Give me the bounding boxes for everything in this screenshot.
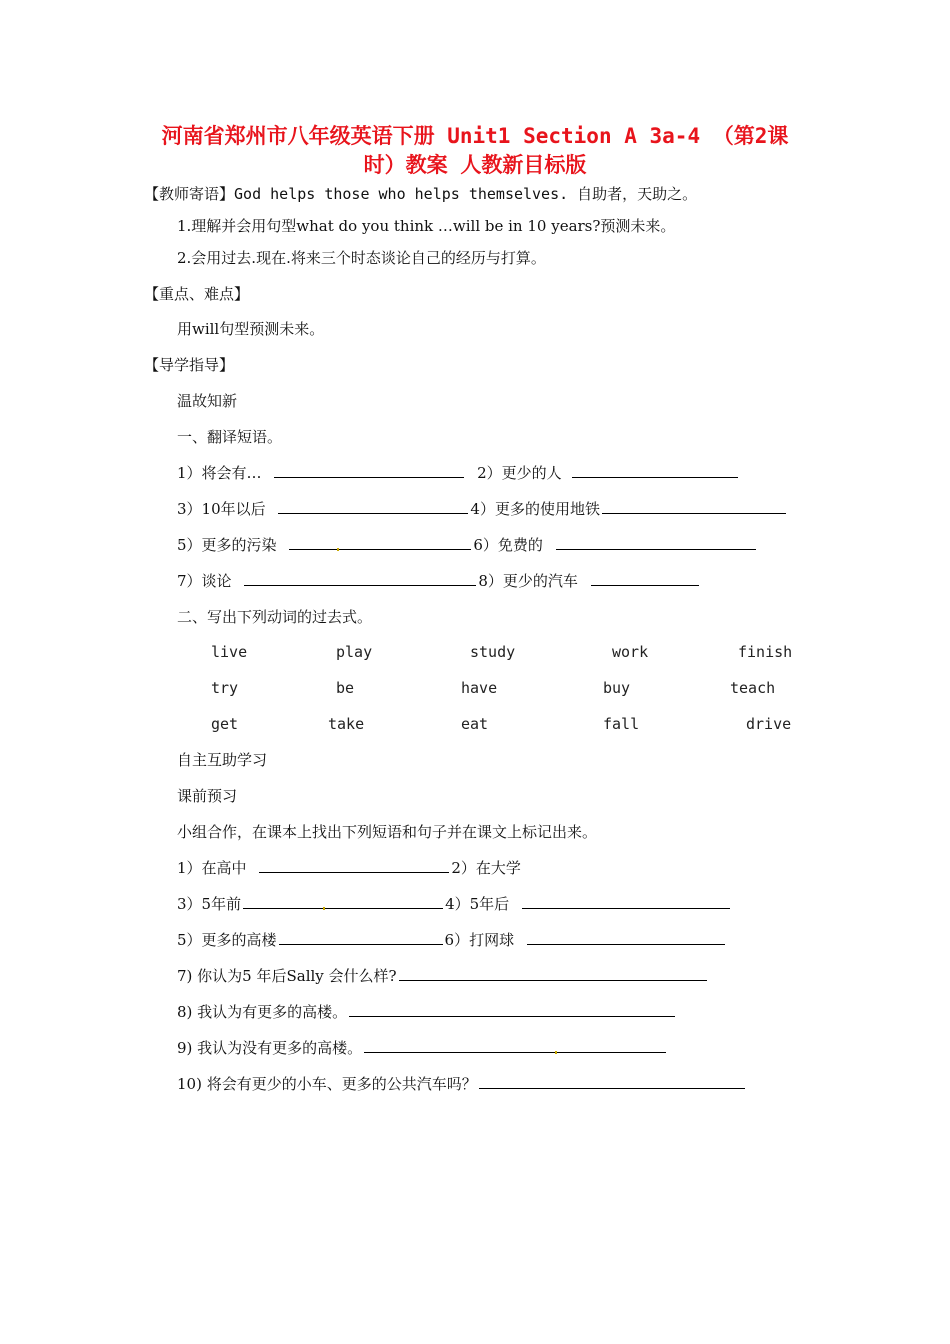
phrase-8: 8）更少的汽车 <box>478 572 578 590</box>
sentence-row-10 <box>177 1074 747 1094</box>
phrase-1: 1）将会有… <box>177 464 262 482</box>
verb-word: get <box>211 715 239 733</box>
verb-word: try <box>211 679 239 697</box>
self-phrase-6: 6）打网球 <box>444 931 515 949</box>
self-phrase-row-3 <box>177 930 727 950</box>
answer-blank-1[interactable] <box>274 463 464 478</box>
sentence-row-9 <box>177 1038 668 1058</box>
answer-blank-2[interactable] <box>572 463 738 478</box>
sentence-9: 9) 我认为没有更多的高楼。 <box>177 1039 363 1057</box>
self-phrase-3: 3）5年前 <box>177 895 242 913</box>
sentence-10: 10) 将会有更少的小车、更多的公共汽车吗？ <box>177 1075 477 1093</box>
phrase-row-4 <box>177 571 701 591</box>
sentence-row-8 <box>177 1002 677 1022</box>
self-phrase-1: 1）在高中 <box>177 859 247 877</box>
self-study-instruction: 小组合作，在课本上找出下列短语和句子并在课文上标记出来。 <box>177 823 598 841</box>
sentence-8: 8) 我认为有更多的高楼。 <box>177 1003 348 1021</box>
sentence-blank-10[interactable] <box>479 1074 745 1089</box>
phrase-row-3 <box>177 535 758 555</box>
phrase-5: 5）更多的污染 <box>177 536 277 554</box>
document-title-line2: 时）教案 人教新目标版 <box>363 153 587 177</box>
document-title-line1: 河南省郑州市八年级英语下册 Unit1 Section A 3a-4 （第2课 <box>161 124 789 148</box>
verb-word: drive <box>746 715 792 733</box>
self-answer-blank-6[interactable] <box>527 930 725 945</box>
self-phrase-5: 5）更多的高楼 <box>177 931 277 949</box>
verb-word: study <box>470 643 516 661</box>
guide-label: 【导学指导】 <box>144 356 235 374</box>
teacher-note <box>144 184 697 204</box>
answer-blank-8[interactable] <box>591 571 699 586</box>
self-phrase-4: 4）5年后 <box>445 895 510 913</box>
phrase-6: 6）免费的 <box>473 536 543 554</box>
section1-heading: 一、翻译短语。 <box>177 428 283 446</box>
key-points-text: 用will句型预测未来。 <box>177 320 325 338</box>
review-heading: 温故知新 <box>177 392 238 410</box>
stray-mark <box>323 907 325 910</box>
section2-heading: 二、写出下列动词的过去式。 <box>177 608 373 626</box>
sentence-blank-8[interactable] <box>349 1002 675 1017</box>
objective-1: 1.理解并会用句型what do you think …will be in 10 years?预测未来。 <box>177 217 676 235</box>
answer-blank-3[interactable] <box>278 499 468 514</box>
answer-blank-4[interactable] <box>602 499 786 514</box>
self-answer-blank-1[interactable] <box>259 858 449 873</box>
verb-word: take <box>328 715 365 733</box>
sentence-blank-7[interactable] <box>399 966 707 981</box>
verb-word: teach <box>730 679 776 697</box>
self-study-heading: 自主互助学习 <box>177 751 268 769</box>
preview-heading: 课前预习 <box>177 787 238 805</box>
self-answer-blank-3[interactable] <box>243 894 443 909</box>
key-points-label: 【重点、难点】 <box>144 285 250 303</box>
self-answer-blank-5[interactable] <box>279 930 443 945</box>
phrase-4: 4）更多的使用地铁 <box>470 500 600 518</box>
stray-mark <box>555 1051 557 1054</box>
teacher-note-text: God helps those who helps themselves. 自助者，天助之。 <box>234 185 698 203</box>
verb-word: work <box>612 643 649 661</box>
phrase-3: 3）10年以后 <box>177 500 266 518</box>
verb-word: finish <box>738 643 793 661</box>
phrase-row-1 <box>177 463 740 483</box>
verb-word: be <box>336 679 355 697</box>
verb-word: live <box>211 643 248 661</box>
self-phrase-2: 2）在大学 <box>451 859 521 877</box>
answer-blank-5[interactable] <box>289 535 471 550</box>
verb-word: play <box>336 643 373 661</box>
sentence-blank-9[interactable] <box>364 1038 666 1053</box>
self-phrase-row-1 <box>177 858 521 878</box>
verb-word: eat <box>461 715 489 733</box>
sentence-7: 7) 你认为5 年后Sally 会什么样? <box>177 967 397 985</box>
answer-blank-6[interactable] <box>556 535 756 550</box>
verb-word: have <box>461 679 498 697</box>
teacher-note-label: 【教师寄语】 <box>144 185 235 203</box>
verb-word: fall <box>603 715 640 733</box>
sentence-row-7 <box>177 966 709 986</box>
answer-blank-7[interactable] <box>244 571 476 586</box>
phrase-2: 2）更少的人 <box>477 464 562 482</box>
phrase-7: 7）谈论 <box>177 572 232 590</box>
phrase-row-2 <box>177 499 788 519</box>
verb-word: buy <box>603 679 631 697</box>
objective-2: 2.会用过去.现在.将来三个时态谈论自己的经历与打算。 <box>177 249 546 267</box>
stray-mark <box>337 548 339 551</box>
self-answer-blank-4[interactable] <box>522 894 730 909</box>
self-phrase-row-2 <box>177 894 732 914</box>
